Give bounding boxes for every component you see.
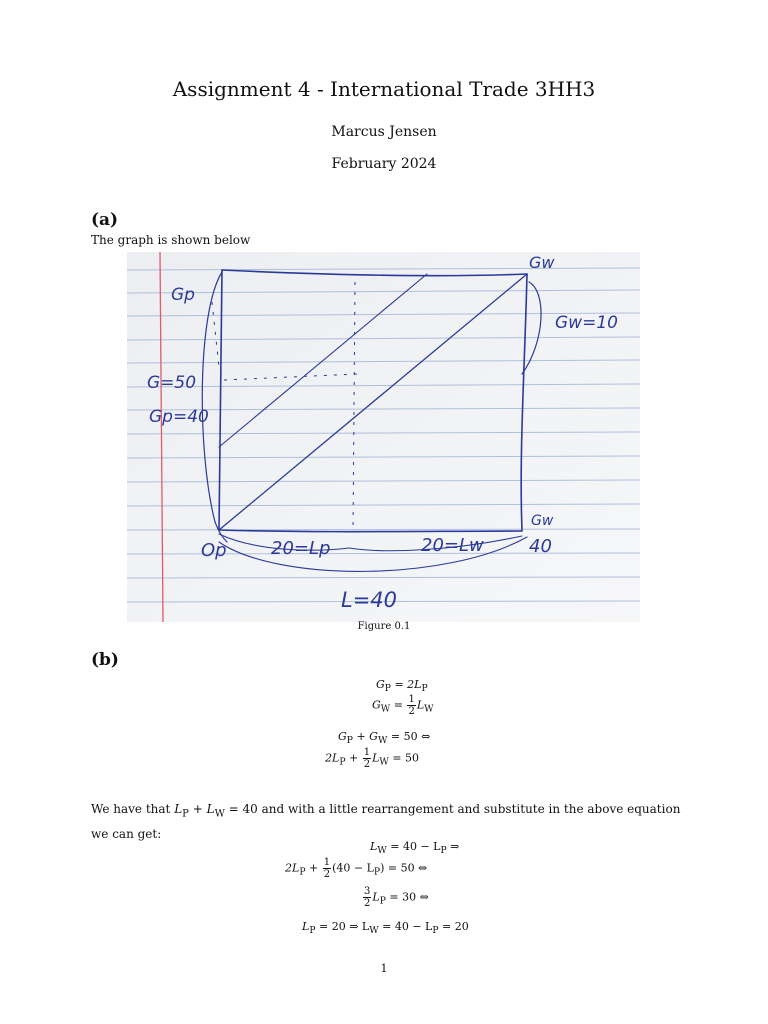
gp-label: Gp [171, 285, 195, 305]
g-bar-label: G=50 [147, 373, 197, 393]
section-a-heading: (a) [91, 210, 119, 230]
l-total-label: L=40 [341, 588, 398, 612]
op-label: Op [201, 540, 227, 561]
section-a-intro: The graph is shown below [91, 233, 251, 247]
equation-gw: $G_W$ = $\frac{1}{2}$ $L_W$ [372, 694, 434, 717]
gw-bottom-value: 40 [529, 536, 552, 557]
lp-label: 20=Lp [271, 538, 331, 559]
gw-top-label: Gw [529, 253, 555, 272]
equation-substituted: $2L_P$ + $\frac{1}{2}$ $L_W = 50$ [325, 747, 420, 770]
author-name: Marcus Jensen [331, 124, 437, 140]
page-number: 1 [380, 962, 388, 975]
equation-solution: $L_P = 20$ ⇒ $L_W = 40 - L_P = 20$ [302, 920, 469, 937]
figure-caption: Figure 0.1 [357, 621, 411, 632]
document-title: Assignment 4 - International Trade 3HH3 [172, 77, 596, 101]
equation-expanded: $2L_P$ + $\frac{1}{2}$ $(40 - L_P) = 50$ ⇔ [285, 857, 428, 880]
equation-simplified: $\frac{3}{2}$ $L_P = 30$ ⇔ [364, 886, 429, 909]
equation-lw: $L_W = 40 - L_P$ ⇒ [370, 840, 460, 857]
lw-label: 20=Lw [421, 535, 484, 556]
handwritten-graph-figure [127, 252, 640, 622]
equation-gp: $G_P = 2L_P$ [376, 678, 428, 695]
document-date: February 2024 [331, 156, 437, 172]
gw-value-label: Gw=10 [555, 313, 618, 333]
gp-value-label: Gp=40 [149, 407, 209, 427]
gw-bottom-label: Gw [531, 513, 554, 529]
explanation-paragraph: We have that $L_P + L_W = 40$ and with a little rearrangement and substitute in the above equation we can get: [91, 802, 681, 842]
section-b-heading: (b) [91, 650, 119, 670]
equation-sum: $G_P + G_W = 50$ ⇔ [338, 730, 431, 747]
